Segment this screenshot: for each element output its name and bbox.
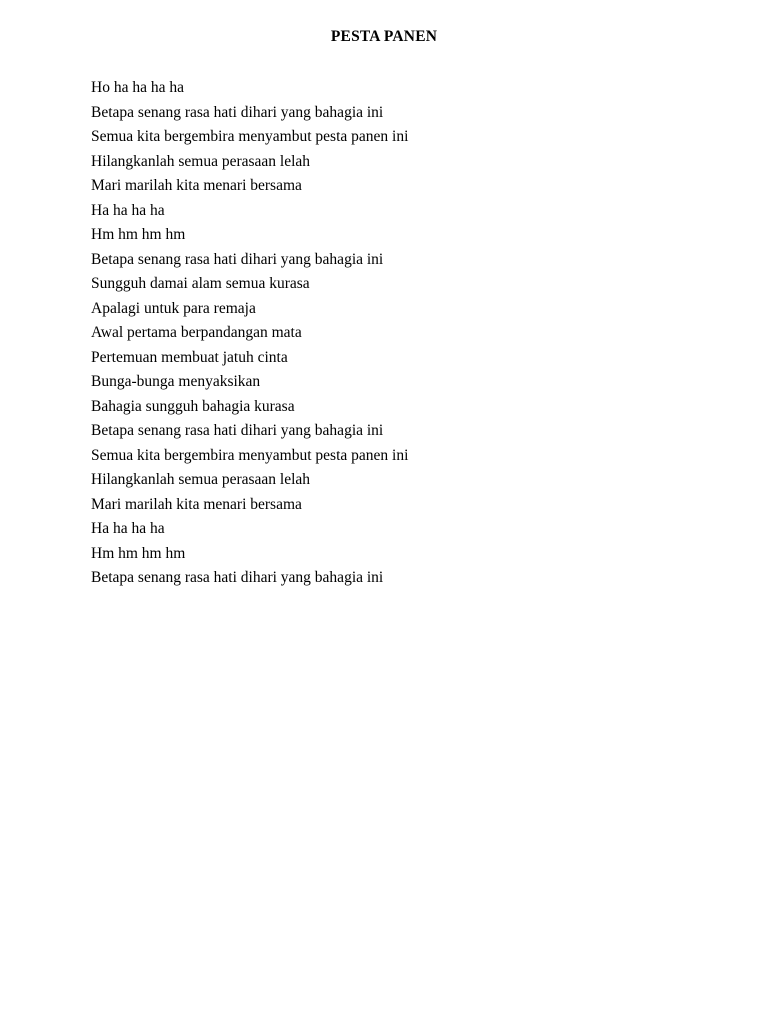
- lyric-line: Hilangkanlah semua perasaan lelah: [91, 471, 311, 488]
- lyric-line: Mari marilah kita menari bersama: [91, 177, 302, 194]
- lyric-line: Hilangkanlah semua perasaan lelah: [91, 152, 311, 170]
- lyric-line: Hm hm hm hm: [91, 226, 186, 243]
- lyric-line: Ho ha ha ha ha: [91, 79, 184, 96]
- lyric-line: Hm hm hm hm: [91, 544, 186, 562]
- lyric-line: Semua kita bergembira menyambut pesta panen ini: [91, 128, 409, 145]
- lyric-line: Bunga-bunga menyaksikan: [91, 373, 261, 390]
- lyrics-list: [91, 76, 408, 591]
- lyric-line: Ha ha ha ha: [91, 520, 165, 537]
- lyric-line: Betapa senang rasa hati dihari yang bahagia ini: [91, 422, 384, 439]
- lyric-line: Betapa senang rasa hati dihari yang bahagia ini: [91, 569, 384, 586]
- lyric-line: Awal pertama berpandangan mata: [91, 324, 302, 341]
- lyric-line: Mari marilah kita menari bersama: [91, 495, 302, 513]
- lyric-line: Ha ha ha ha: [91, 201, 165, 219]
- lyric-line: Pertemuan membuat jatuh cinta: [91, 348, 288, 366]
- lyric-line: Bahagia sungguh bahagia kurasa: [91, 397, 295, 415]
- lyric-line: Betapa senang rasa hati dihari yang bahagia ini: [91, 250, 384, 268]
- lyric-line: Apalagi untuk para remaja: [91, 299, 256, 317]
- lyric-line: Betapa senang rasa hati dihari yang bahagia ini: [91, 103, 384, 121]
- lyric-line: Sungguh damai alam semua kurasa: [91, 275, 310, 292]
- page-title: PESTA PANEN: [330, 28, 438, 45]
- lyric-line: Semua kita bergembira menyambut pesta panen ini: [91, 446, 409, 464]
